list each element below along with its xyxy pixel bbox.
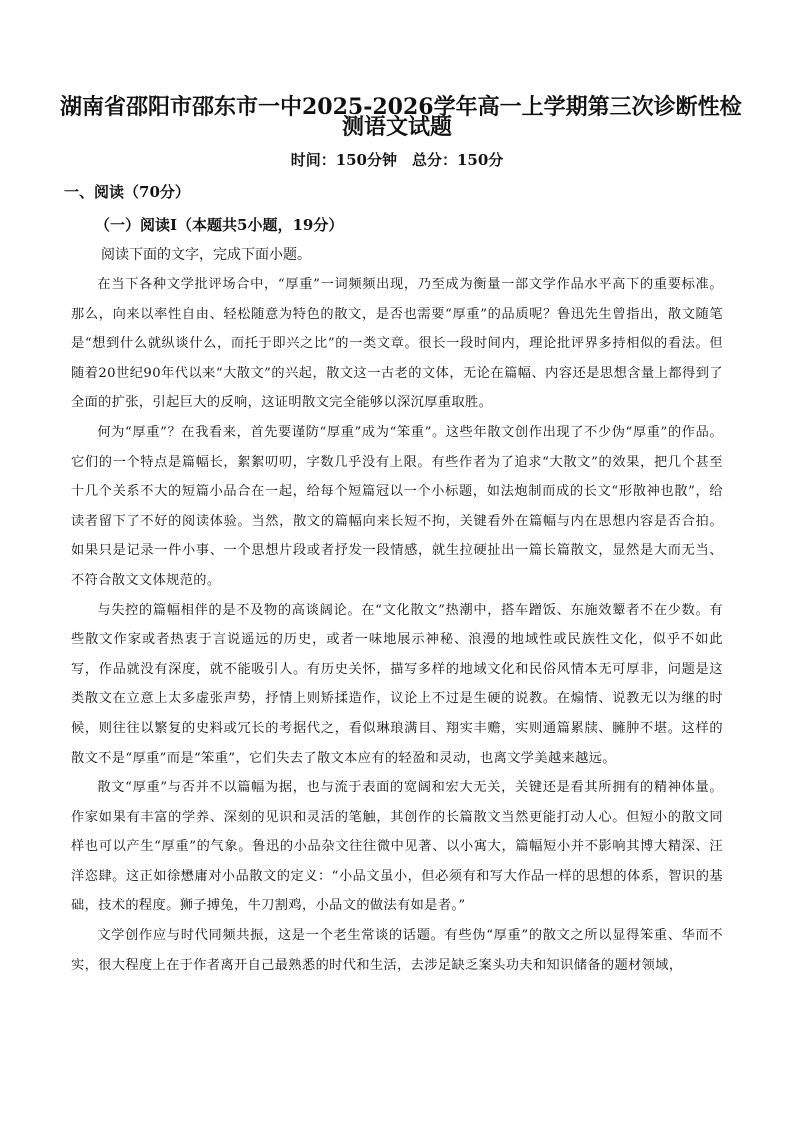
reading-instruction: 阅读下面的文字，完成下面小题。 xyxy=(101,247,311,263)
exam-title-line-1: 湖南省邵阳市邵东市一中2025-2026学年高一上学期第三次诊断性检 xyxy=(60,94,742,120)
passage-paragraph-1: 在当下各种文学批评场合中，“厚重”一词频频出现，乃至成为衡量一部文学作品水平高下的重要标准。那么，向来以率性自由、轻松随意为特色的散文，是否也需要“厚重”的品质呢？鲁迅先生曾指出，散文随笔是“想到什么就纵谈什么，而托于即兴之比”的一类文章。很长一段时间内，理论批评界多持相似的看法。但随着20世纪90年代以来“大散文”的兴起，散文这一古老的文体，无论在篇幅、内容还是思想含量上都得到了全面的扩张，引起巨大的反响，这证明散文完全能够以深沉厚重取胜。 xyxy=(71,277,723,411)
exam-title-line-2: 测语文试题 xyxy=(341,114,452,140)
section-subheading: （一）阅读Ⅰ（本题共5小题，19分） xyxy=(95,216,344,234)
passage-paragraph-5: 文学创作应与时代同频共振，这是一个老生常谈的话题。有些伪“厚重”的散文之所以显得笨重、华而不实，很大程度上在于作者离开自己最熟悉的时代和生活，去涉足缺乏案头功夫和知识储备的题材领域， xyxy=(71,928,723,973)
passage-paragraph-3: 与失控的篇幅相伴的是不及物的高谈阔论。在“文化散文”热潮中，搭车蹭饭、东施效颦者不在少数。有些散文作家或者热衷于言说遥远的历史，或者一味地展示神秘、浪漫的地域性或民族性文化，似乎不如此写，作品就没有深度，就不能吸引人。有历史关怀，描写多样的地域文化和民俗风情本无可厚非，问题是这类散文在立意上太多虚张声势，抒情上则矫揉造作，议论上不过是生硬的说教。在煽情、说教无以为继的时候，则往往以繁复的史料或冗长的考据代之，看似琳琅满目、翔实丰赡，实则通篇累牍、臃肿不堪。这样的散文不是“厚重”而是“笨重”，它们失去了散文本应有的轻盈和灵动，也离文学美越来越远。 xyxy=(71,602,723,766)
reading-passage xyxy=(71,270,723,980)
passage-paragraph-4: 散文“厚重”与否并不以篇幅为据，也与流于表面的宽阔和宏大无关，关键还是看其所拥有的精神体量。作家如果有丰富的学养、深刻的见识和灵活的笔触，其创作的长篇散文当然更能打动人心。但短小的散文同样也可以产生“厚重”的气象。鲁迅的小品杂文往往微中见著、以小寓大，篇幅短小并不影响其博大精深、汪洋恣肆。这正如徐懋庸对小品散文的定义：“小品文虽小，但必须有和写大作品一样的思想的体系，智识的基础，技术的程度。狮子搏兔，牛刀割鸡，小品文的做法有如是者。” xyxy=(71,780,723,914)
passage-paragraph-2: 何为“厚重”？在我看来，首先要谨防“厚重”成为“笨重”。这些年散文创作出现了不少伪“厚重”的作品。它们的一个特点是篇幅长，絮絮叨叨，字数几乎没有上限。有些作者为了追求“大散文”的效果，把几个甚至十几个关系不大的短篇小品合在一起，给每个短篇冠以一个小标题，如法炮制而成的长文“形散神也散”，给读者留下了不好的阅读体验。当然，散文的篇幅向来长短不拘，关键看外在篇幅与内在思想内容是否合拍。如果只是记录一件小事、一个思想片段或者抒发一段情感，就生拉硬扯出一篇长篇散文，显然是大而无当、不符合散文文体规范的。 xyxy=(71,424,723,588)
exam-time-info: 时间：150分钟 总分：150分 xyxy=(290,151,504,169)
section-heading: 一、阅读（70分） xyxy=(64,183,190,201)
